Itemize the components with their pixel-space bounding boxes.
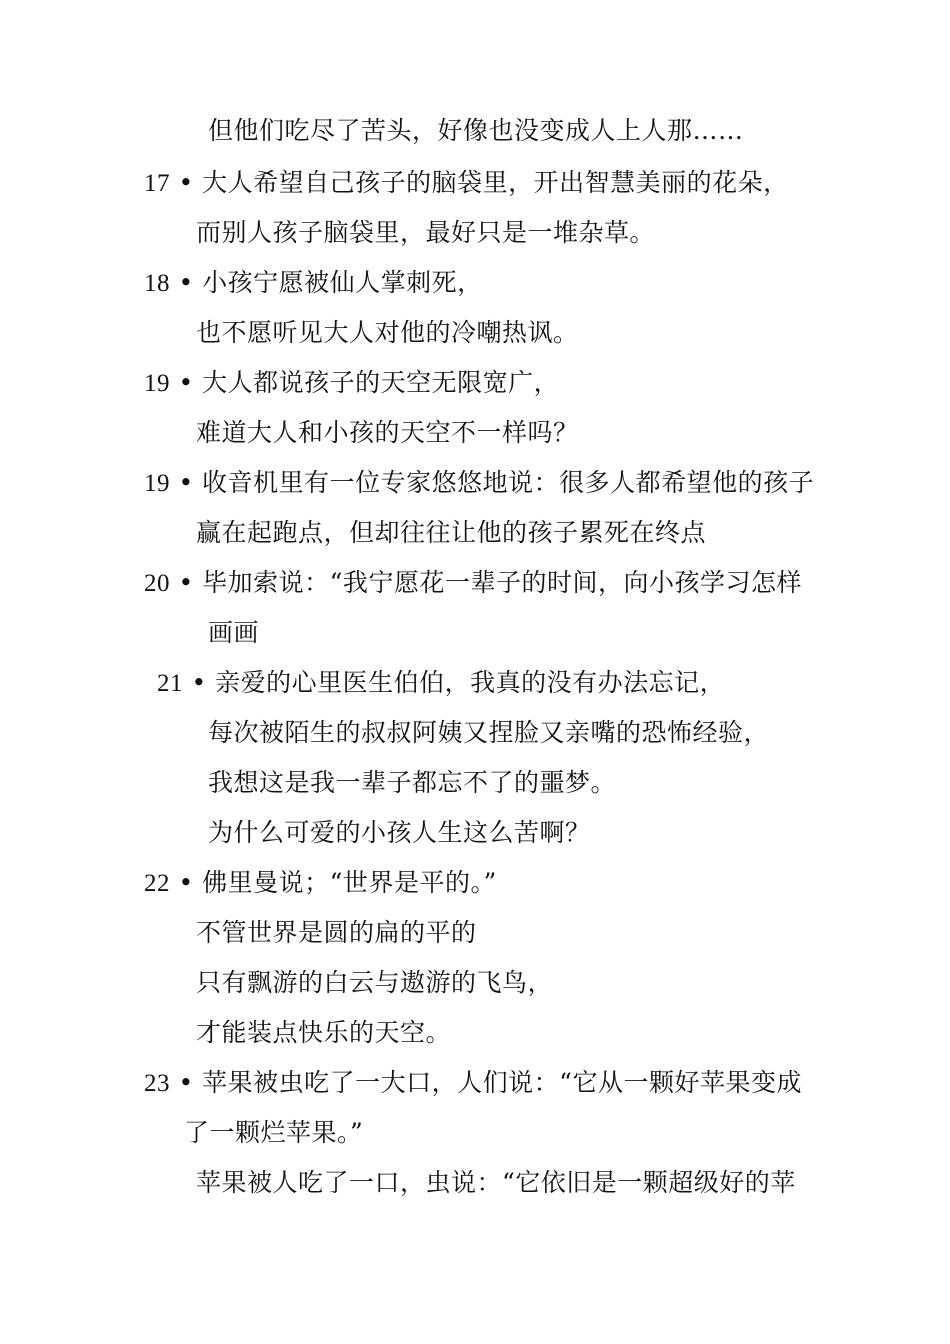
bullet-icon: •: [178, 868, 194, 897]
text-line: 也不愿听见大人对他的冷嘲热讽。: [196, 318, 579, 347]
item-number: 21: [157, 670, 183, 697]
text-line: 大人都说孩子的天空无限宽广，: [202, 368, 560, 397]
list-item-21: [157, 666, 725, 701]
bullet-icon: •: [178, 368, 194, 397]
text-line: 毕加索说：“我宁愿花一辈子的时间，向小孩学习怎样: [202, 568, 802, 597]
list-item-22: [144, 866, 497, 901]
text-line: 不管世界是圆的扁的平的: [196, 918, 477, 947]
text-line: 了一颗烂苹果。”: [184, 1118, 364, 1147]
bullet-icon: •: [178, 468, 194, 497]
text-line: 但他们吃尽了苦头，好像也没变成人上人那……: [208, 116, 744, 145]
bullet-icon: •: [178, 268, 194, 297]
text-line: 亲爱的心里医生伯伯，我真的没有办法忘记，: [215, 668, 726, 697]
text-line: 我想这是我一辈子都忘不了的噩梦。: [208, 768, 617, 797]
list-item-19: [144, 366, 559, 401]
text-line: 佛里曼说；“世界是平的。”: [202, 868, 497, 897]
bullet-icon: •: [178, 1068, 194, 1097]
text-line: 每次被陌生的叔叔阿姨又捏脸又亲嘴的恐怖经验，: [208, 718, 770, 747]
item-number: 23: [144, 1070, 170, 1097]
text-line: 才能装点快乐的天空。: [196, 1018, 452, 1047]
list-item-17: [144, 166, 789, 201]
text-line: 为什么可爱的小孩人生这么苦啊？: [208, 818, 591, 847]
bullet-icon: •: [191, 668, 207, 697]
text-line: 难道大人和小孩的天空不一样吗？: [196, 418, 579, 447]
text-line: 赢在起跑点，但却往往让他的孩子累死在终点: [196, 518, 707, 547]
item-number: 17: [144, 170, 170, 197]
list-item-19b: [144, 466, 814, 501]
bullet-icon: •: [178, 168, 194, 197]
item-number: 20: [144, 570, 170, 597]
text-line: 小孩宁愿被仙人掌刺死，: [202, 268, 483, 297]
list-item-23: [144, 1066, 802, 1101]
item-number: 19: [144, 370, 170, 397]
text-line: 苹果被人吃了一口，虫说：“它依旧是一颗超级好的苹: [196, 1168, 796, 1197]
text-line: 收音机里有一位专家悠悠地说：很多人都希望他的孩子: [202, 468, 815, 497]
text-line: 画画: [208, 618, 260, 647]
item-number: 19: [144, 470, 170, 497]
text-line: 大人希望自己孩子的脑袋里，开出智慧美丽的花朵，: [202, 168, 789, 197]
list-item-20: [144, 566, 802, 601]
item-number: 22: [144, 870, 170, 897]
text-line: 而别人孩子脑袋里，最好只是一堆杂草。: [196, 218, 656, 247]
bullet-icon: •: [178, 568, 194, 597]
text-line: 苹果被虫吃了一大口，人们说：“它从一颗好苹果变成: [202, 1068, 802, 1097]
item-number: 18: [144, 270, 170, 297]
text-line: 只有飘游的白云与遨游的飞鸟，: [196, 968, 554, 997]
list-item-18: [144, 266, 483, 301]
